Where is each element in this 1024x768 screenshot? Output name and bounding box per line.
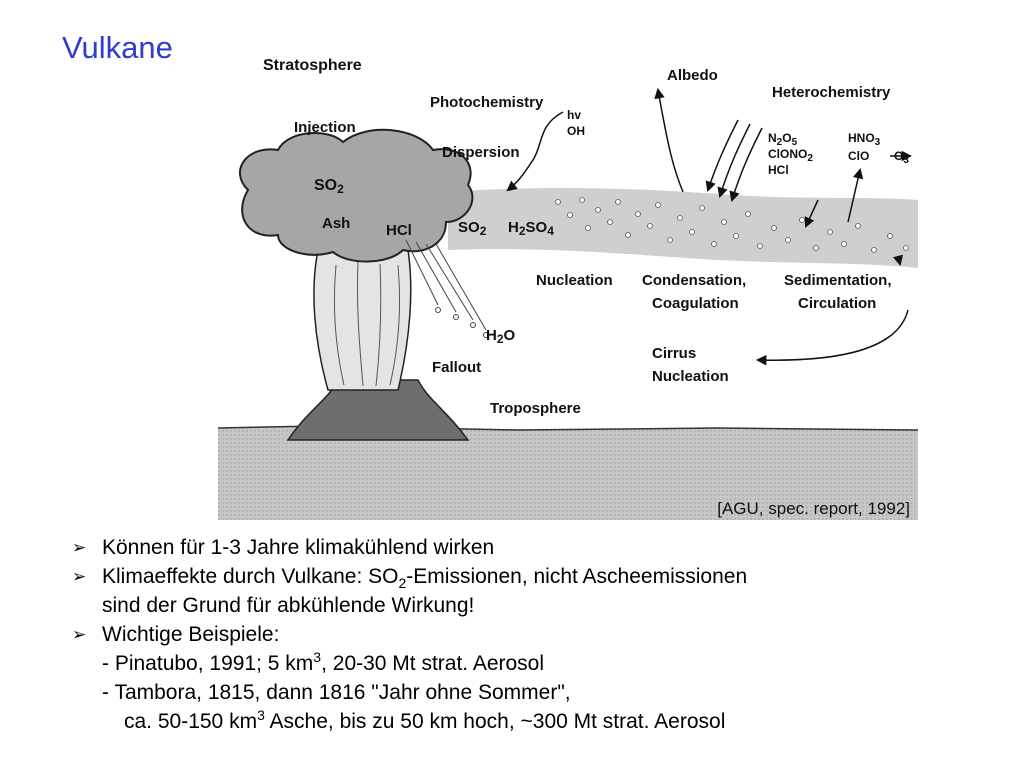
label-hv: hv (567, 108, 582, 122)
volcano-diagram (218, 50, 918, 526)
label-condensation: Condensation, (642, 272, 747, 289)
slide-title: Vulkane (62, 30, 173, 65)
bullet-item: ➢ Wichtige Beispiele: (72, 620, 972, 649)
label-fallout: Fallout (432, 359, 482, 376)
label-hcl-small: HCl (768, 163, 789, 177)
eruption-cloud (240, 130, 472, 262)
label-cirrus-nucleation: Nucleation (652, 368, 729, 385)
label-circulation: Circulation (798, 295, 877, 312)
label-n2o5: $N_2O_5$ (768, 131, 798, 148)
label-hcl-cloud: HCl (386, 222, 412, 239)
example-pinatubo: - Pinatubo, 1991; 5 $km^3$, 20-30 Mt strat. Aerosol (102, 649, 545, 675)
label-coagulation: Coagulation (652, 295, 739, 312)
fallout-streaks (406, 240, 486, 330)
albedo-arrow (658, 90, 683, 192)
bullet-list (72, 533, 972, 736)
label-so2-cloud: SO2 (314, 177, 344, 196)
source-citation: [AGU, spec. report, 1992] (717, 499, 910, 518)
label-oh: OH (567, 124, 585, 138)
label-ash: Ash (322, 215, 351, 232)
label-dispersion: Dispersion (442, 144, 520, 161)
solar-rays (708, 120, 762, 200)
bullet-item: ➢ Klimaeffekte durch Vulkane: $SO_2$-Emissionen, nicht Ascheemissionen sind der Grund für abkühlende Wirkung! (72, 562, 972, 620)
arrow-bullet-icon: ➢ (72, 567, 87, 586)
label-so2-plume: $SO_2$ (458, 219, 487, 238)
label-photochemistry: Photochemistry (430, 94, 544, 111)
label-h2so4: $H_2SO_4$ (508, 219, 554, 238)
example-tambora-detail: ca. 50-150 $km^3$ Asche, bis zu 50 km hoch, ~300 Mt strat. Aerosol (124, 707, 726, 733)
label-troposphere: Troposphere (490, 400, 581, 417)
arrow-bullet-icon: ➢ (72, 625, 87, 644)
label-albedo: Albedo (667, 67, 718, 84)
label-clono2: ClONO$_2$ (768, 147, 813, 164)
label-heterochemistry: Heterochemistry (772, 84, 891, 101)
cirrus-arrow (758, 310, 908, 360)
label-nucleation: Nucleation (536, 272, 613, 289)
example-tambora: - Tambora, 1815, dann 1816 "Jahr ohne Sommer", (102, 681, 571, 704)
arrow-bullet-icon: ➢ (72, 538, 87, 557)
eruption-column (314, 250, 411, 390)
label-clo: ClO (848, 149, 870, 163)
bullet-item: ➢ Können für 1-3 Jahre klimakühlend wirken (72, 533, 972, 562)
label-h2o: $H_2O$ (486, 327, 516, 346)
label-cirrus: Cirrus (652, 345, 697, 362)
label-stratosphere: Stratosphere (263, 57, 362, 74)
label-o3: $O_3$ (894, 149, 909, 166)
label-injection: Injection (294, 119, 356, 136)
label-sedimentation: Sedimentation, (784, 272, 892, 289)
label-hno3: $HNO_3$ (848, 131, 881, 148)
